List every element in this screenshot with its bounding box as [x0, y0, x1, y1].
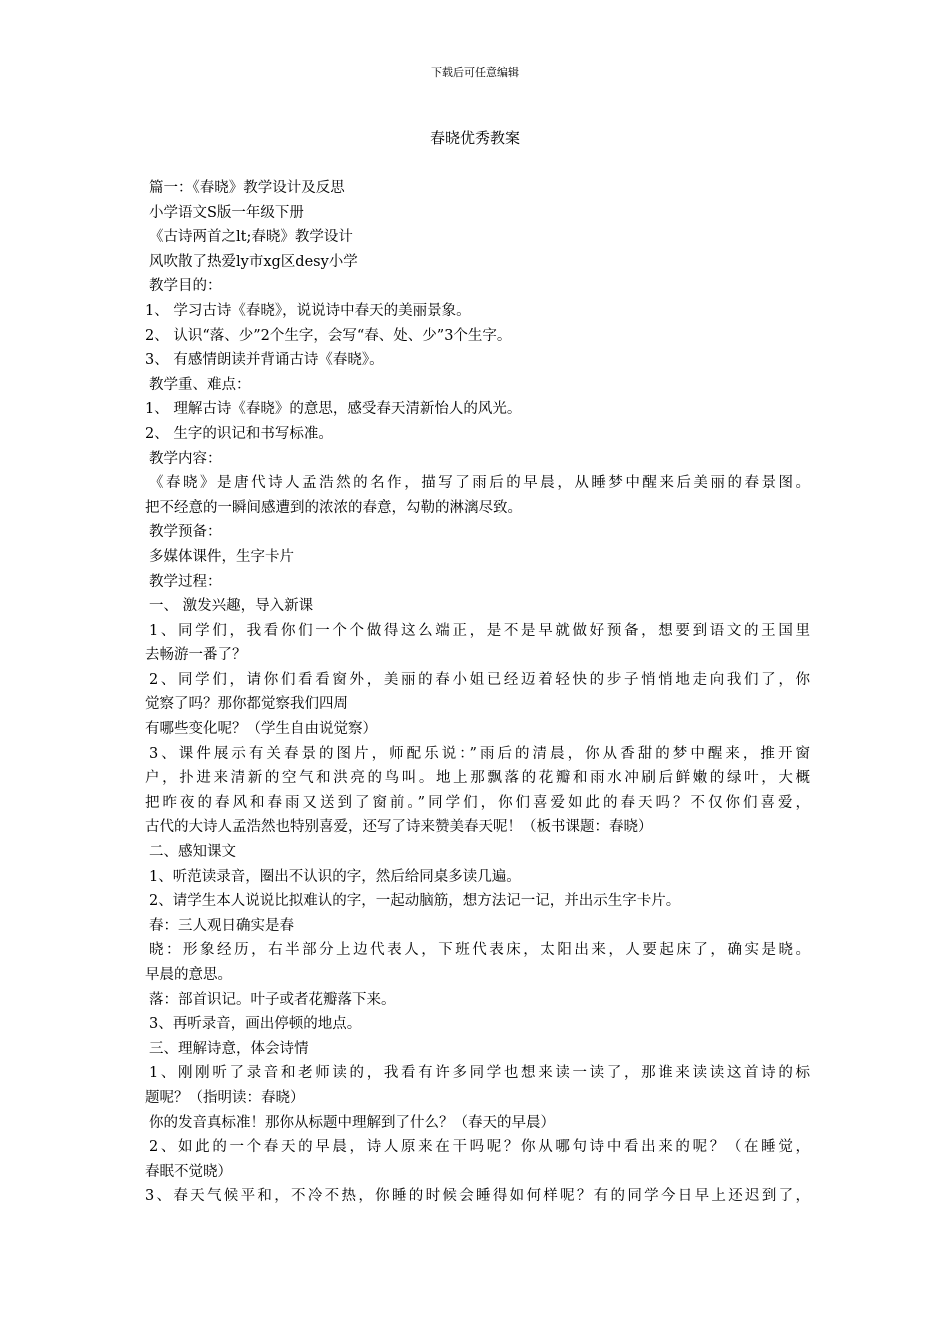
- body-line: 春眠不觉晓）: [145, 1163, 232, 1180]
- body-line: 篇一：《春晓》教学设计及反思: [149, 180, 345, 196]
- body-line: 3、再听录音，画出停顿的地点。: [149, 1016, 362, 1033]
- body-line: 《春晓》是唐代诗人孟浩然的名作，描写了雨后的早晨，从睡梦中醒来后美丽的春景图。: [149, 475, 810, 492]
- body-line: 教学重、难点：: [149, 376, 251, 393]
- body-line: 古代的大诗人孟浩然也特别喜爱，还写了诗来赞美春天呢！（板书课题：春晓）: [145, 819, 653, 836]
- body-line: 3、 有感情朗读并背诵古诗《春晓》。: [145, 352, 384, 369]
- body-line: 1、听范读录音，圈出不认识的字，然后给同桌多读几遍。: [149, 868, 521, 885]
- body-line: 三、理解诗意，体会诗情: [149, 1040, 309, 1057]
- body-line: 2、请学生本人说说比拟难认的字，一起动脑筋，想方法记一记，并出示生字卡片。: [149, 893, 681, 910]
- body-line: 3、春天气候平和，不冷不热，你睡的时候会睡得如何样呢？有的同学今日早上还迟到了，: [145, 1188, 810, 1205]
- body-line: 3、课件展示有关春景的图片，师配乐说：”雨后的清晨，你从香甜的梦中醒来，推开窗: [149, 745, 810, 762]
- document-title: 春晓优秀教案: [429, 129, 520, 147]
- body-line: 户，扑进来清新的空气和洪亮的鸟叫。地上那飘落的花瓣和雨水冲刷后鲜嫩的绿叶，大概: [145, 770, 810, 787]
- body-line: 1、 理解古诗《春晓》的意思，感受春天清新怡人的风光。: [145, 401, 522, 418]
- body-line: 把昨夜的春风和春雨又送到了窗前。”同学们，你们喜爱如此的春天吗？不仅你们喜爱，: [145, 794, 810, 811]
- body-line: 教学预备：: [149, 524, 222, 541]
- body-line: 去畅游一番了？: [145, 647, 247, 664]
- header-note: 下载后可任意编辑: [431, 66, 519, 79]
- body-line: 教学内容：: [149, 450, 222, 467]
- body-line: 2、 生字的识记和书写标准。: [145, 425, 333, 442]
- body-line: 风吹散了热爱ly市xg区desy小学: [149, 253, 358, 270]
- body-line: 晓：形象经历，右半部分上边代表人，下班代表床，太阳出来，人要起床了，确实是晓。: [149, 942, 810, 959]
- body-line: 2、如此的一个春天的早晨，诗人原来在干吗呢？你从哪句诗中看出来的呢？（在睡觉，: [149, 1139, 810, 1156]
- body-line: 题呢？（指明读：春晓）: [145, 1089, 305, 1106]
- body-line: 2、 认识“落、少”2个生字，会写“春、处、少”3个生字。: [145, 327, 512, 344]
- body-line: 小学语文S版一年级下册: [149, 204, 304, 221]
- body-line: 1、 学习古诗《春晓》，说说诗中春天的美丽景象。: [145, 302, 471, 319]
- body-line: 落：部首识记。叶子或者花瓣落下来。: [149, 991, 396, 1008]
- body-line: 你的发音真标准！那你从标题中理解到了什么？（春天的早晨）: [149, 1114, 555, 1131]
- body-line: 把不经意的一瞬间感遭到的浓浓的春意，勾勒的淋漓尽致。: [145, 499, 522, 516]
- body-line: 有哪些变化呢？（学生自由说觉察）: [145, 721, 377, 738]
- body-line: 春：三人观日确实是春: [149, 917, 294, 934]
- body-line: 教学过程：: [149, 573, 222, 590]
- body-line: 一、 激发兴趣，导入新课: [149, 598, 314, 615]
- body-line: 觉察了吗？那你都觉察我们四周: [145, 696, 348, 713]
- body-line: 早晨的意思。: [145, 967, 232, 983]
- body-line: 多媒体课件，生字卡片: [149, 548, 294, 565]
- body-line: 2、同学们，请你们看看窗外，美丽的春小姐已经迈着轻快的步子悄悄地走向我们了，你: [149, 671, 810, 688]
- document-body: [145, 176, 810, 1209]
- body-line: 1、刚刚听了录音和老师读的，我看有许多同学也想来读一读了，那谁来读读这首诗的标: [149, 1065, 810, 1082]
- body-line: 二、感知课文: [149, 844, 236, 861]
- body-line: 教学目的：: [149, 278, 222, 295]
- body-line: 1、同学们，我看你们一个个做得这么端正，是不是早就做好预备，想要到语文的王国里: [149, 622, 810, 639]
- body-line: 《古诗两首之lt;春晓》教学设计: [149, 229, 353, 246]
